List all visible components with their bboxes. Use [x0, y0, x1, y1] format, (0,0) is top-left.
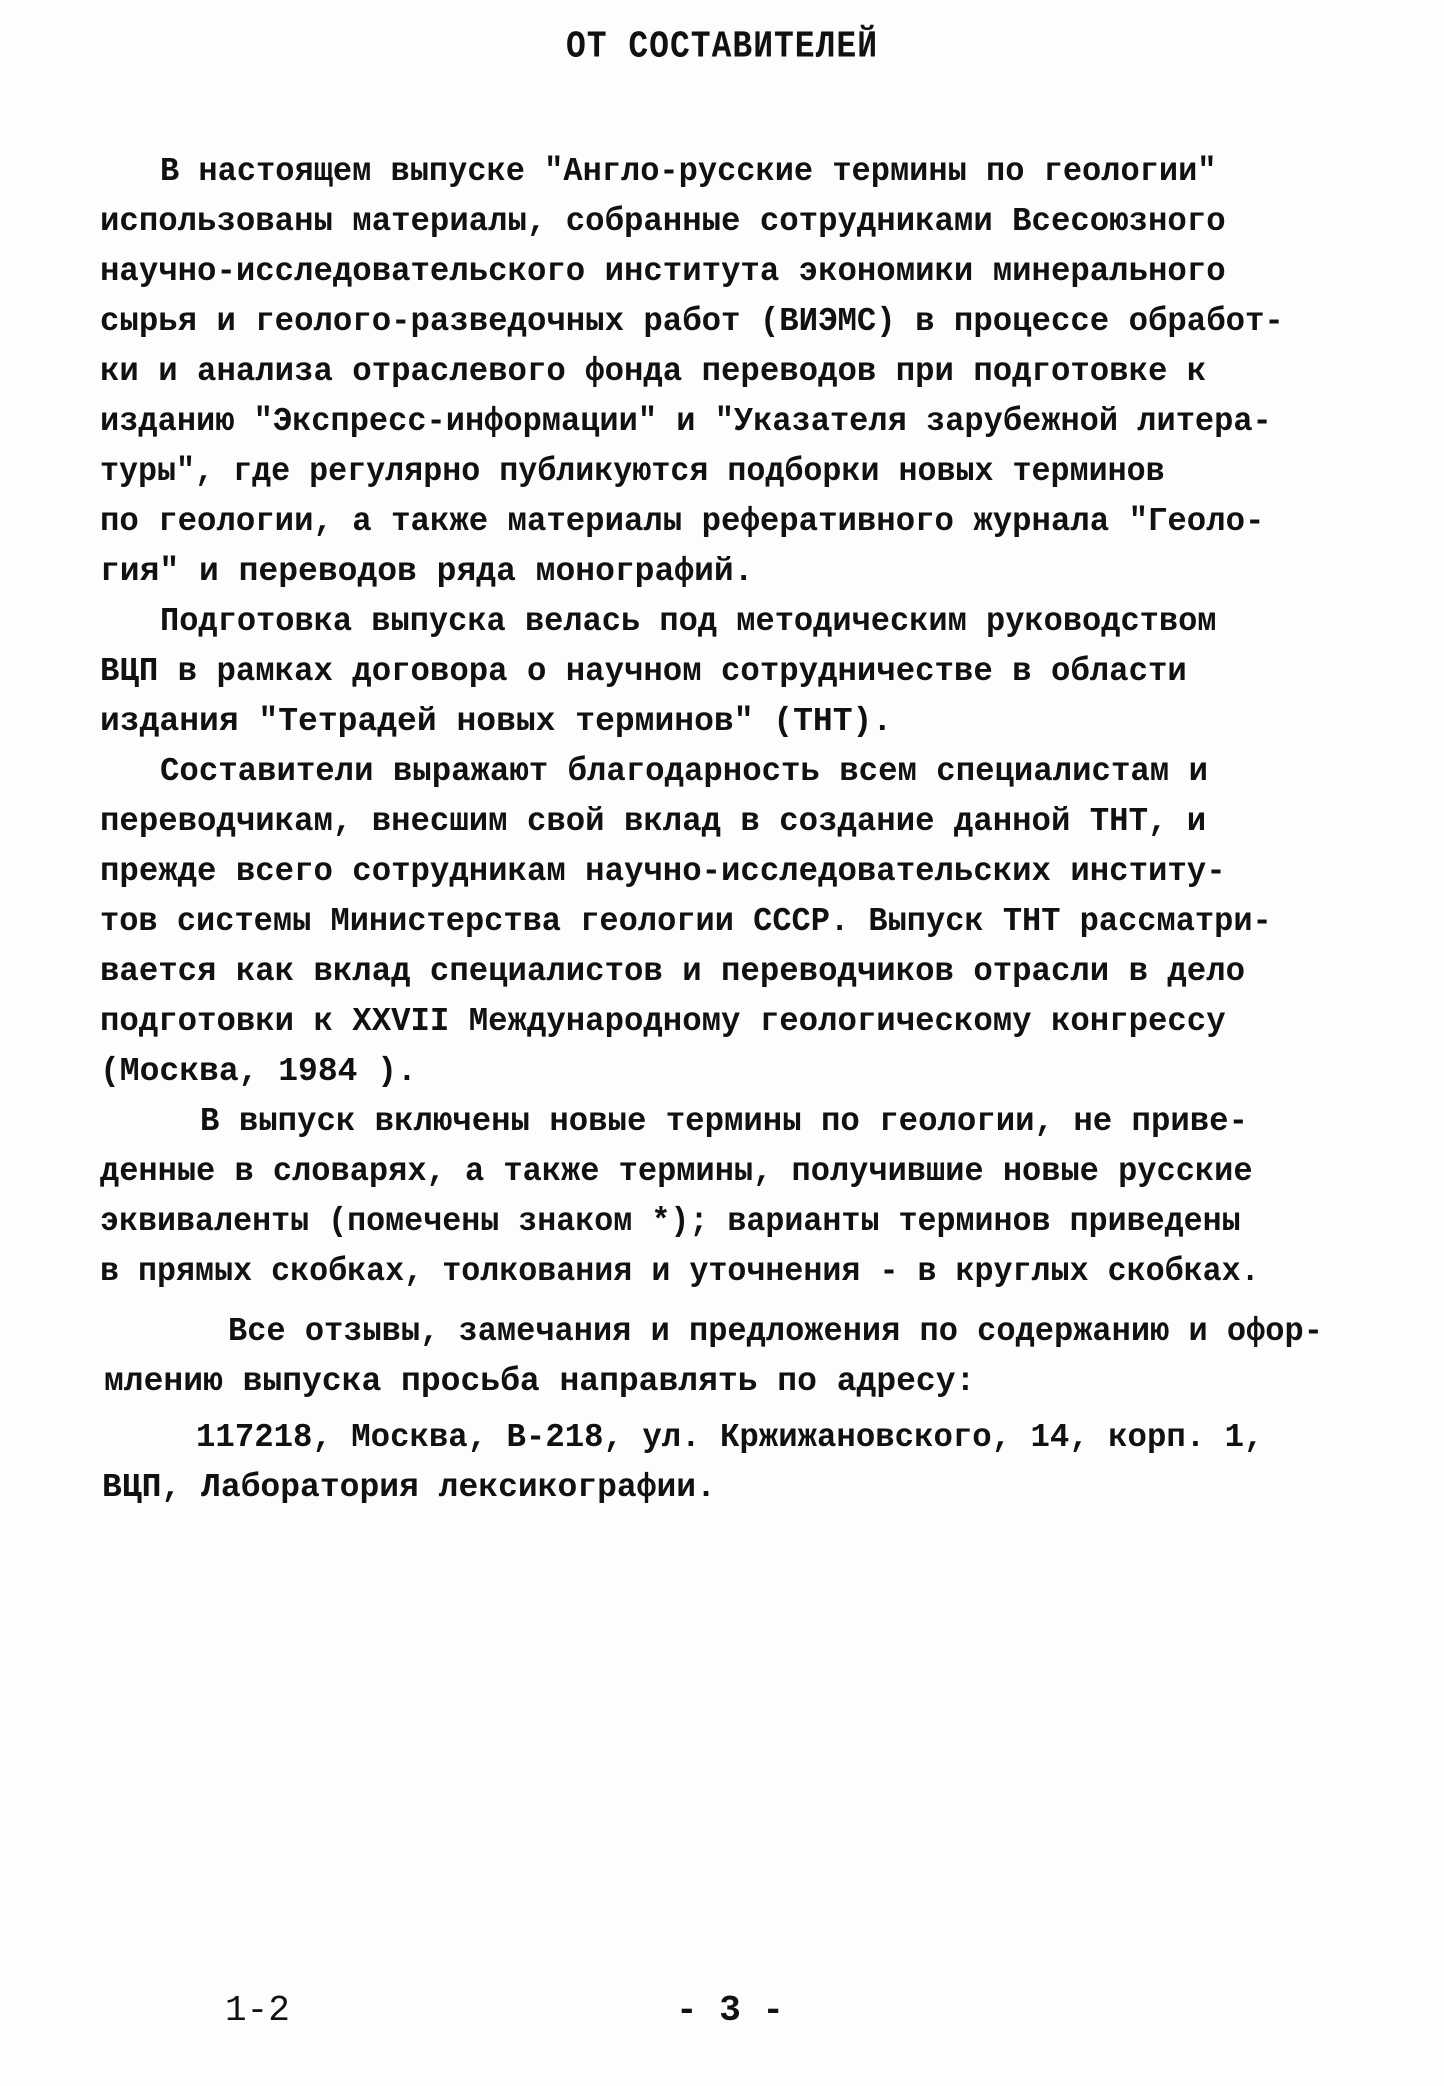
text-line: денные в словарях, а также термины, получившие новые русские [100, 1153, 1253, 1190]
text-line: эквиваленты (помечены знаком *); варианты терминов приведены [100, 1203, 1241, 1240]
text-line: в прямых скобках, толкования и уточнения - в круглых скобках. [100, 1253, 1260, 1290]
text-line: сырья и геолого-разведочных работ (ВИЭМС) в процессе обработ- [100, 303, 1284, 340]
text-line: Подготовка выпуска велась под методическим руководством [160, 603, 1217, 640]
text-line: использованы материалы, собранные сотрудниками Всесоюзного [100, 203, 1226, 240]
text-line: прежде всего сотрудникам научно-исследовательских институ- [100, 853, 1226, 890]
text-line: ВЦП, Лаборатория лексикографии. [102, 1469, 716, 1506]
text-line: (Москва, 1984 ). [100, 1053, 417, 1090]
text-line: тов системы Министерства геологии СССР. Выпуск ТНТ рассматри- [100, 903, 1272, 940]
text-line: Все отзывы, замечания и предложения по содержанию и офор- [228, 1313, 1323, 1350]
text-line: Составители выражают благодарность всем специалистам и [160, 753, 1208, 790]
footer-sheet-mark: 1-2 [225, 1990, 290, 2031]
text-line: научно-исследовательского института экономики минерального [100, 253, 1226, 290]
text-line: вается как вклад специалистов и переводчиков отрасли в дело [100, 953, 1246, 990]
text-line: ВЦП в рамках договора о научном сотрудничестве в области [100, 653, 1187, 690]
text-line: по геологии, а также материалы реферативного журнала "Геоло- [100, 503, 1265, 540]
text-line: издания "Тетрадей новых терминов" (ТНТ). [100, 703, 893, 740]
page-number: - 3 - [676, 1990, 785, 2031]
page-title: ОТ СОСТАВИТЕЛЕЙ [565, 25, 879, 68]
text-line: гия" и переводов ряда монографий. [100, 553, 754, 590]
text-line: туры", где регулярно публикуются подборки новых терминов [100, 453, 1165, 490]
text-line: изданию "Экспресс-информации" и "Указателя зарубежной литера- [100, 403, 1272, 440]
text-line: млению выпуска просьба направлять по адресу: [104, 1363, 976, 1400]
text-line: ки и анализа отраслевого фонда переводов при подготовке к [100, 353, 1207, 390]
text-line: 117218, Москва, В-218, ул. Кржижановского, 14, корп. 1, [196, 1419, 1264, 1456]
text-line: В выпуск включены новые термины по геологии, не приве- [200, 1103, 1248, 1140]
text-line: подготовки к XXVII Международному геологическому конгрессу [100, 1003, 1226, 1040]
text-line: переводчикам, внесшим свой вклад в создание данной ТНТ, и [100, 803, 1207, 840]
text-line: В настоящем выпуске "Англо-русские термины по геологии" [160, 153, 1217, 190]
